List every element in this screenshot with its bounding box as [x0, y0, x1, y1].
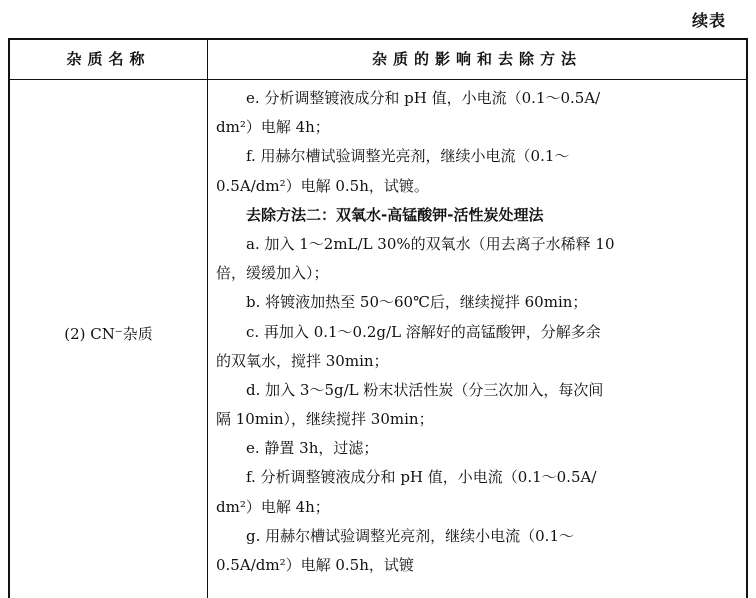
header-divider	[10, 79, 746, 80]
method-line: e. 分析调整镀液成分和 pH 值，小电流（0.1～0.5A/	[246, 89, 601, 107]
impurity-table	[8, 38, 748, 598]
method-line: dm²）电解 4h；	[216, 118, 330, 137]
method-line: 0.5A/dm²）电解 0.5h，试镀。	[216, 176, 429, 195]
method-line: 去除方法二：双氧水-高锰酸钾-活性炭处理法	[246, 205, 544, 224]
method-line: b. 将镀液加热至 50～60℃后，继续搅拌 60min；	[246, 293, 588, 312]
header-impact-and-removal: 杂质的影响和去除方法	[371, 50, 582, 68]
method-line: g. 用赫尔槽试验调整光亮剂，继续小电流（0.1～	[246, 526, 574, 545]
method-line: dm²）电解 4h；	[216, 497, 330, 516]
method-line: c. 再加入 0.1～0.2g/L 溶解好的高锰酸钾，分解多余	[246, 322, 601, 341]
impurity-name-cell: (2) CN⁻杂质	[64, 325, 153, 343]
method-line: f. 用赫尔槽试验调整光亮剂，继续小电流（0.1～	[246, 147, 570, 166]
column-divider	[207, 40, 208, 598]
continued-label: 续表	[691, 11, 726, 30]
method-line: 的双氧水，搅拌 30min；	[216, 351, 389, 370]
method-line: d. 加入 3～5g/L 粉末状活性炭（分三次加入，每次间	[246, 380, 604, 399]
method-line: 隔 10min），继续搅拌 30min；	[216, 410, 434, 429]
method-line: 0.5A/dm²）电解 0.5h，试镀	[216, 556, 414, 574]
header-impurity-name: 杂质名称	[66, 50, 151, 68]
removal-method-cell	[216, 84, 736, 580]
method-line: 倍，缓缓加入）；	[216, 264, 329, 283]
method-line: f. 分析调整镀液成分和 pH 值，小电流（0.1～0.5A/	[246, 468, 597, 487]
method-line: e. 静置 3h，过滤；	[246, 439, 379, 458]
method-line: a. 加入 1～2mL/L 30%的双氧水（用去离子水稀释 10	[246, 234, 615, 253]
